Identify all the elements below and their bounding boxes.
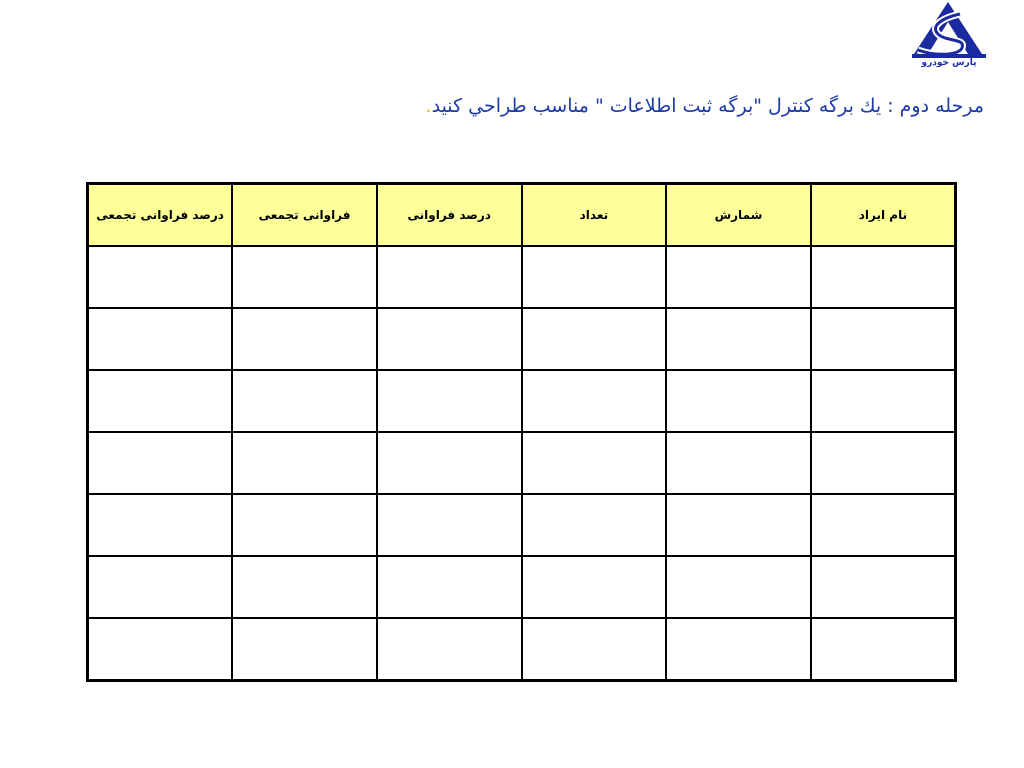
logo-mark-icon — [908, 0, 990, 60]
table-cell[interactable] — [88, 246, 233, 308]
table-cell[interactable] — [666, 432, 811, 494]
table-cell[interactable] — [377, 432, 522, 494]
header-defect-name: نام ایراد — [811, 184, 956, 247]
table-cell[interactable] — [811, 308, 956, 370]
table-cell[interactable] — [522, 494, 667, 556]
table-cell[interactable] — [232, 618, 377, 681]
table-cell[interactable] — [232, 246, 377, 308]
table-cell[interactable] — [522, 370, 667, 432]
table-cell[interactable] — [377, 308, 522, 370]
table-cell[interactable] — [666, 308, 811, 370]
header-frequency-percent: درصد فراوانی — [377, 184, 522, 247]
table-cell[interactable] — [232, 308, 377, 370]
table-cell[interactable] — [522, 618, 667, 681]
title-text: مرحله دوم : يك برگه كنترل "برگه ثبت اطلاعات " مناسب طراحي كنيد — [431, 95, 984, 117]
table-cell[interactable] — [88, 556, 233, 618]
table-cell[interactable] — [232, 432, 377, 494]
table-cell[interactable] — [88, 432, 233, 494]
table-cell[interactable] — [666, 494, 811, 556]
table-cell[interactable] — [811, 246, 956, 308]
table-cell[interactable] — [88, 308, 233, 370]
table-cell[interactable] — [522, 432, 667, 494]
table-cell[interactable] — [666, 556, 811, 618]
table-row — [88, 246, 956, 308]
table-cell[interactable] — [666, 370, 811, 432]
header-count: تعداد — [522, 184, 667, 247]
table-cell[interactable] — [232, 370, 377, 432]
header-cumulative-frequency: فراوانی تجمعی — [232, 184, 377, 247]
table-cell[interactable] — [522, 556, 667, 618]
company-logo — [908, 0, 990, 74]
header-cumulative-percent: درصد فراوانی تجمعی — [88, 184, 233, 247]
header-row — [88, 184, 956, 247]
logo-caption: پارس خودرو — [921, 58, 977, 68]
table-cell[interactable] — [522, 246, 667, 308]
table-row — [88, 556, 956, 618]
table-cell[interactable] — [377, 618, 522, 681]
table-cell[interactable] — [377, 370, 522, 432]
table-cell[interactable] — [666, 246, 811, 308]
page-title — [426, 92, 984, 120]
table-cell[interactable] — [811, 618, 956, 681]
title-dot: . — [425, 95, 432, 117]
table-row — [88, 618, 956, 681]
table-cell[interactable] — [666, 618, 811, 681]
table-cell[interactable] — [811, 494, 956, 556]
table-cell[interactable] — [88, 618, 233, 681]
table-row — [88, 370, 956, 432]
table-cell[interactable] — [88, 494, 233, 556]
table-cell[interactable] — [232, 556, 377, 618]
table-cell[interactable] — [377, 556, 522, 618]
header-tally: شمارش — [666, 184, 811, 247]
table-row — [88, 308, 956, 370]
table-row — [88, 494, 956, 556]
table-cell[interactable] — [232, 494, 377, 556]
table-cell[interactable] — [811, 370, 956, 432]
table-cell[interactable] — [811, 432, 956, 494]
table-cell[interactable] — [377, 246, 522, 308]
table-cell[interactable] — [88, 370, 233, 432]
check-sheet-table — [86, 182, 957, 682]
table-cell[interactable] — [811, 556, 956, 618]
table-row — [88, 432, 956, 494]
table-cell[interactable] — [522, 308, 667, 370]
table-cell[interactable] — [377, 494, 522, 556]
